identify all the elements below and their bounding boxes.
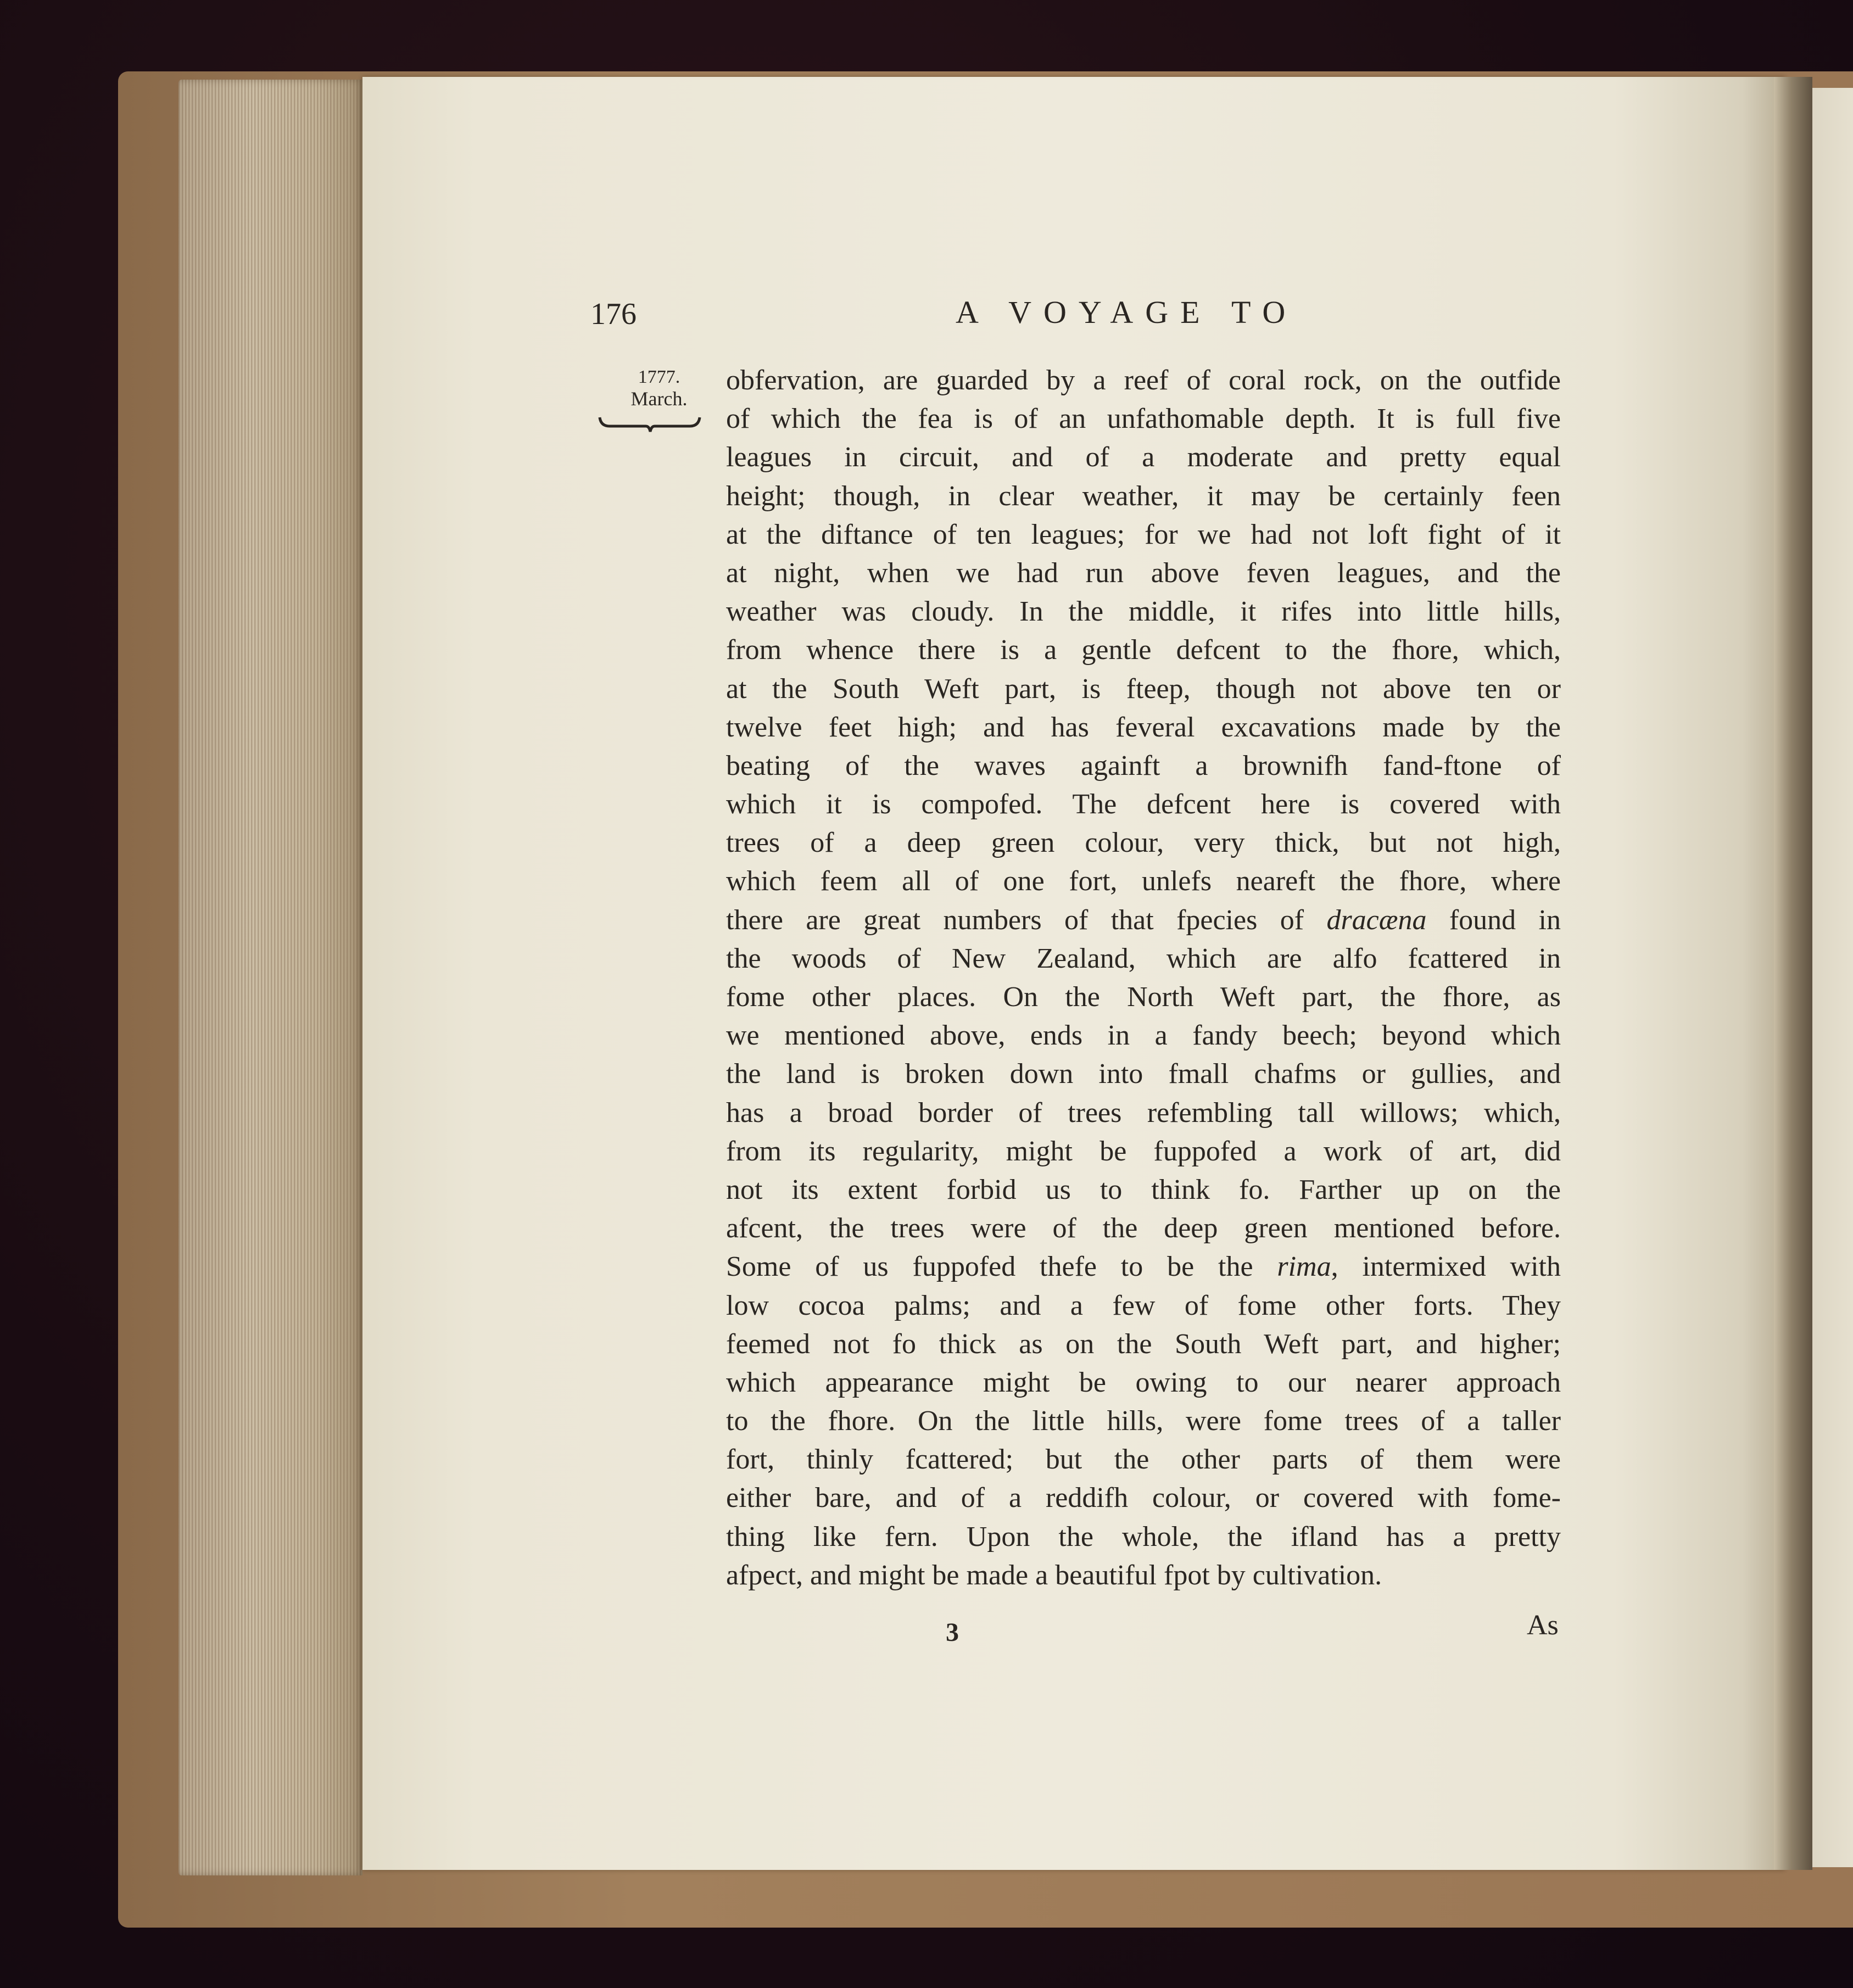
text-line: afcent, the trees were of the deep green mentioned before. [726,1213,1561,1244]
text-line [726,901,1561,940]
text-line: from its regularity, might be fuppofed a work of art, did [726,1135,1561,1167]
text-line: which it is compofed. The defcent here is covered with [726,789,1561,820]
text-line: low cocoa palms; and a few of fome other forts. They [726,1289,1561,1321]
text-line: obfervation, are guarded by a reef of coral rock, on the outfide [726,365,1561,396]
text-line: thing like fern. Upon the whole, the ifland has a pretty [726,1521,1561,1553]
margin-note-month: March. [630,388,688,410]
text-line: from whence there is a gentle defcent to the fhore, which, [726,634,1561,666]
text-line: which appearance might be owing to our nearer approach [726,1366,1561,1398]
text-segment: , intermixed with [1331,1251,1561,1283]
margin-brace-icon [598,413,702,435]
text-line: trees of a deep green colour, very thick, but not high, [726,827,1561,859]
text-line: at the South Weft part, is fteep, though not above ten or [726,673,1561,705]
text-line: at night, when we had run above feven leagues, and the [726,557,1561,589]
text-line: weather was cloudy. In the middle, it rifes into little hills, [726,596,1561,628]
text-segment: found in [1426,904,1561,936]
text-line: leagues in circuit, and of a moderate and pretty equal [726,442,1561,473]
text-line: beating of the waves againft a brownifh fand-ftone of [726,750,1561,781]
text-line: either bare, and of a reddifh colour, or covered with fome- [726,1482,1561,1514]
text-line: twelve feet high; and has feveral excavations made by the [726,711,1561,743]
text-line: not its extent forbid us to think fo. Farther up on the [726,1174,1561,1205]
page-edges [178,80,362,1875]
catchword: As [1527,1610,1559,1641]
text-line: at the diftance of ten leagues; for we had not loft fight of it [726,518,1561,550]
text-segment: there are great numbers of that fpecies of [726,904,1327,936]
text-line: to the fhore. On the little hills, were fome trees of a taller [726,1405,1561,1437]
gutter-shadow [1774,77,1812,1870]
text-line: of which the fea is of an unfathomable depth. It is full five [726,403,1561,435]
text-line [726,1248,1561,1286]
text-line: which feem all of one fort, unlefs neareft the fhore, where [726,865,1561,897]
body-text [726,361,1561,1595]
text-line: we mentioned above, ends in a fandy beech; beyond which [726,1020,1561,1052]
text-line: fort, thinly fcattered; but the other parts of them were [726,1444,1561,1476]
running-head: A VOYAGE TO [956,294,1298,330]
text-segment: Some of us fuppofed thefe to be the [726,1251,1277,1283]
text-line: the land is broken down into fmall chafms or gullies, and [726,1058,1561,1090]
margin-note-year: 1777. [638,367,680,387]
italic-term: rima [1277,1251,1331,1283]
text-line: feemed not fo thick as on the South Weft part, and higher; [726,1328,1561,1360]
signature-mark: 3 [946,1618,959,1647]
text-line: afpect, and might be made a beautiful fpot by cultivation. [726,1559,1382,1591]
text-line: height; though, in clear weather, it may be certainly feen [726,480,1561,512]
page-number: 176 [590,297,637,331]
text-line: has a broad border of trees refembling tall willows; which, [726,1097,1561,1129]
text-line: the woods of New Zealand, which are alfo fcattered in [726,942,1561,974]
italic-term: dracæna [1326,904,1427,936]
text-line: fome other places. On the North Weft part, the fhore, as [726,981,1561,1013]
